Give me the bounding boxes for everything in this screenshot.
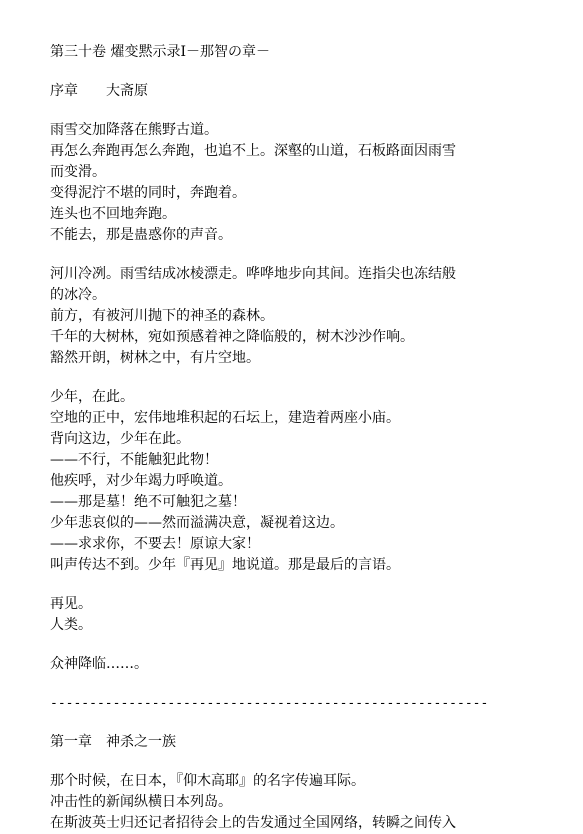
spacer — [50, 576, 550, 594]
document-page — [50, 42, 550, 834]
spacer — [50, 714, 550, 732]
text-line: ——不行，不能触犯此物！ — [50, 452, 218, 468]
text-line: 千年的大树林，宛如预感着神之降临般的，树木沙沙作响。 — [50, 329, 414, 345]
text-line: 豁然开朗，树林之中，有片空地。 — [50, 350, 260, 366]
text-line: ——求求你，不要去！原谅大家！ — [50, 536, 260, 552]
paragraph-4 — [50, 594, 550, 636]
text-line: 变得泥泞不堪的同时，奔跑着。 — [50, 185, 246, 201]
spacer — [50, 63, 550, 81]
paragraph-3 — [50, 387, 550, 576]
text-line: 众神降临……。 — [50, 656, 148, 672]
text-line: 的冰冷。 — [50, 287, 106, 303]
spacer — [50, 369, 550, 387]
text-line: 少年，在此。 — [50, 389, 134, 405]
spacer — [50, 675, 550, 693]
spacer — [50, 753, 550, 771]
text-line: 空地的正中，宏伟地堆积起的石坛上，建造着两座小庙。 — [50, 410, 400, 426]
text-line: 不能去，那是蛊惑你的声音。 — [50, 227, 232, 243]
prologue-heading: 序章 大斋原 — [50, 83, 148, 99]
text-line: 少年悲哀似的——然而溢满决意，凝视着这边。 — [50, 515, 344, 531]
spacer — [50, 636, 550, 654]
text-line: 冲击性的新闻纵横日本列岛。 — [50, 794, 232, 810]
text-line: 再怎么奔跑再怎么奔跑，也追不上。深壑的山道，石板路面因雨雪 — [50, 143, 456, 159]
paragraph-6 — [50, 771, 550, 834]
text-line: 前方，有被河川抛下的神圣的森林。 — [50, 308, 274, 324]
text-line: 河川冷冽。雨雪结成冰棱漂走。哗哗地步向其间。连指尖也冻结般 — [50, 266, 456, 282]
text-line: 雨雪交加降落在熊野古道。 — [50, 122, 218, 138]
text-line: 背向这边，少年在此。 — [50, 431, 190, 447]
text-line: 在斯波英士归还记者招待会上的告发通过全国网络，转瞬之间传入 — [50, 815, 456, 831]
spacer — [50, 102, 550, 120]
text-line: 而变滑。 — [50, 164, 106, 180]
spacer — [50, 246, 550, 264]
text-line: 再见。 — [50, 596, 92, 612]
paragraph-5 — [50, 654, 550, 675]
paragraph-2 — [50, 264, 550, 369]
chapter-heading: 第一章 神杀之一族 — [50, 734, 176, 750]
text-line: 连头也不回地奔跑。 — [50, 206, 176, 222]
text-line: 叫声传达不到。少年『再见』地说道。那是最后的言语。 — [50, 557, 400, 573]
text-line: 那个时候，在日本，『仰木高耶』的名字传遍耳际。 — [50, 773, 365, 789]
text-line: 人类。 — [50, 617, 92, 633]
volume-title: 第三十卷 燿变黙示录Ⅰ－那智の章－ — [50, 44, 270, 60]
text-line: ——那是墓！绝不可触犯之墓！ — [50, 494, 246, 510]
text-line: 他疾呼，对少年竭力呼唤道。 — [50, 473, 232, 489]
paragraph-1 — [50, 120, 550, 246]
section-separator: -------------------------------------------------------- — [50, 696, 489, 711]
